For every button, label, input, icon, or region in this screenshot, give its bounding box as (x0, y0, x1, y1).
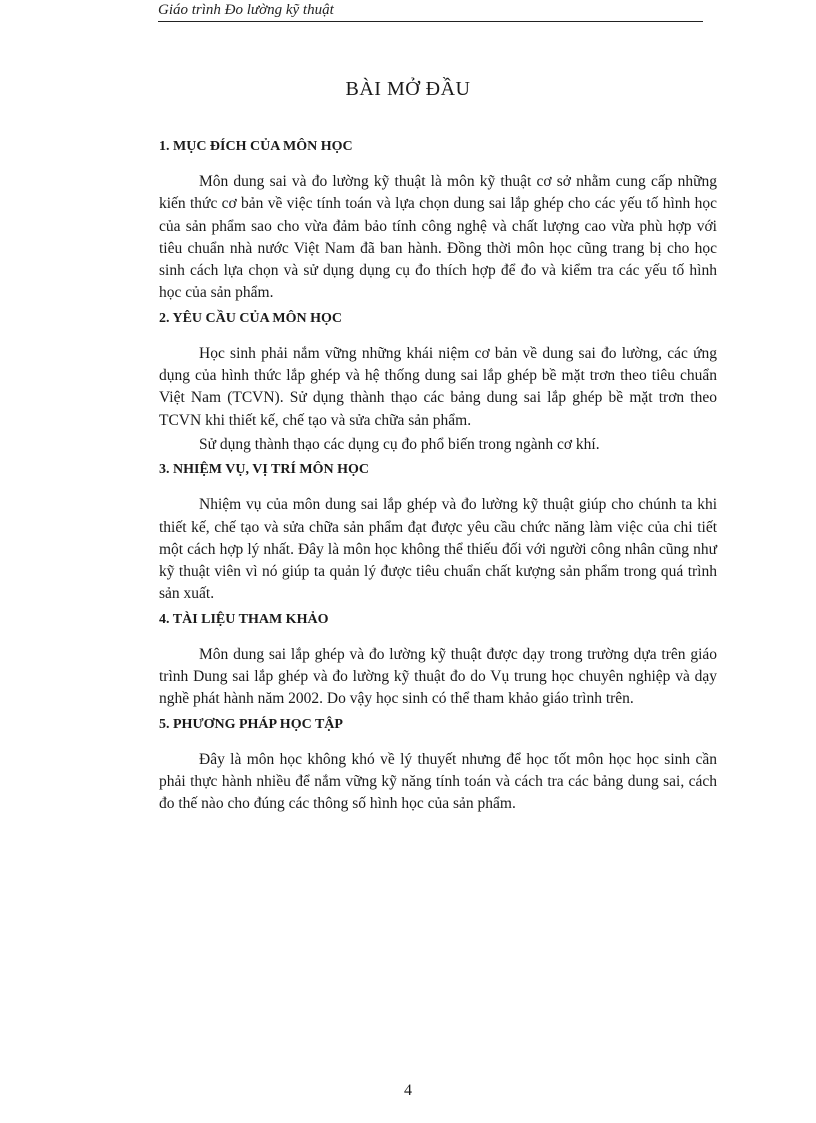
document-body (159, 137, 717, 816)
section-references (159, 610, 717, 711)
section-purpose (159, 137, 717, 305)
section-heading: 5. PHƯƠNG PHÁP HỌC TẬP (159, 716, 343, 732)
section-paragraph: Sử dụng thành thạo các dụng cụ đo phổ biến trong ngành cơ khí. (199, 435, 600, 453)
section-heading: 4. TÀI LIỆU THAM KHẢO (159, 611, 329, 627)
section-heading: 2. YÊU CẦU CỦA MÔN HỌC (159, 310, 343, 326)
section-requirements (159, 309, 717, 456)
section-paragraph: Môn dung sai lắp ghép và đo lường kỹ thuật được dạy trong trường dựa trên giáo trình Dung sai lắp ghép và đo lường kỹ thuật đo do Vụ trung học chuyên nghiệp và dạy nghề phát hành năm 2002. Do vậy học sinh có thể tham khảo giáo trình trên. (159, 645, 717, 708)
section-heading: 3. NHIỆM VỤ, VỊ TRÍ MÔN HỌC (159, 462, 370, 478)
section-paragraph: Nhiệm vụ của môn dung sai lắp ghép và đo lường kỹ thuật giúp cho chúnh ta khi thiết kế, chế tạo và sửa chữa sản phẩm đạt được yêu cầu chức năng làm việc của chi tiết một cách hợp lý nhất. Đây là môn học không thể thiếu đối với người công nhân cũng như kỹ thuật viên vì nó giúp ta quản lý được tiêu chuẩn chất kượng sản phẩm trong quá trình sản xuất. (159, 496, 717, 603)
section-study-method (159, 715, 717, 816)
page-number: 4 (404, 1082, 412, 1099)
section-heading: 1. MỤC ĐÍCH CỦA MÔN HỌC (159, 139, 353, 154)
section-paragraph: Học sinh phải nắm vững những khái niệm cơ bản về dung sai đo lường, các ứng dụng của hình thức lắp ghép và hệ thống dung sai lắp ghép bề mặt trơn theo tiêu chuẩn Việt Nam (TCVN). Sử dụng thành thạo các bảng dung sai lắp ghép bề mặt trơn theo TCVN khi thiết kế, chế tạo và sửa chữa sản phẩm. (159, 344, 717, 429)
running-header: Giáo trình Đo lường kỹ thuật (158, 2, 334, 18)
header-divider (158, 21, 703, 22)
section-paragraph: Môn dung sai và đo lường kỹ thuật là môn kỹ thuật cơ sở nhằm cung cấp những kiến thức cơ bản về việc tính toán và lựa chọn dung sai lắp ghép cho các yếu tố hình học của sản phẩm sao cho vừa đảm bảo tính công nghệ và chất lượng cao vừa phù hợp với tiêu chuẩn nhà nước Việt Nam đã ban hành. Đồng thời môn học cũng trang bị cho học sinh cách lựa chọn và sử dụng dụng cụ đo thích hợp để đo và kiểm tra các yếu tố hình học của sản phẩm. (159, 173, 717, 302)
section-tasks (159, 460, 717, 605)
page-title: BÀI MỞ ĐẦU (345, 78, 471, 100)
section-paragraph: Đây là môn học không khó về lý thuyết nhưng để học tốt môn học học sinh cần phải thực hành nhiều để nắm vững kỹ năng tính toán và cách tra các bảng dung sai, cách đo thế nào cho đúng các thông số hình học của sản phẩm. (159, 750, 717, 813)
